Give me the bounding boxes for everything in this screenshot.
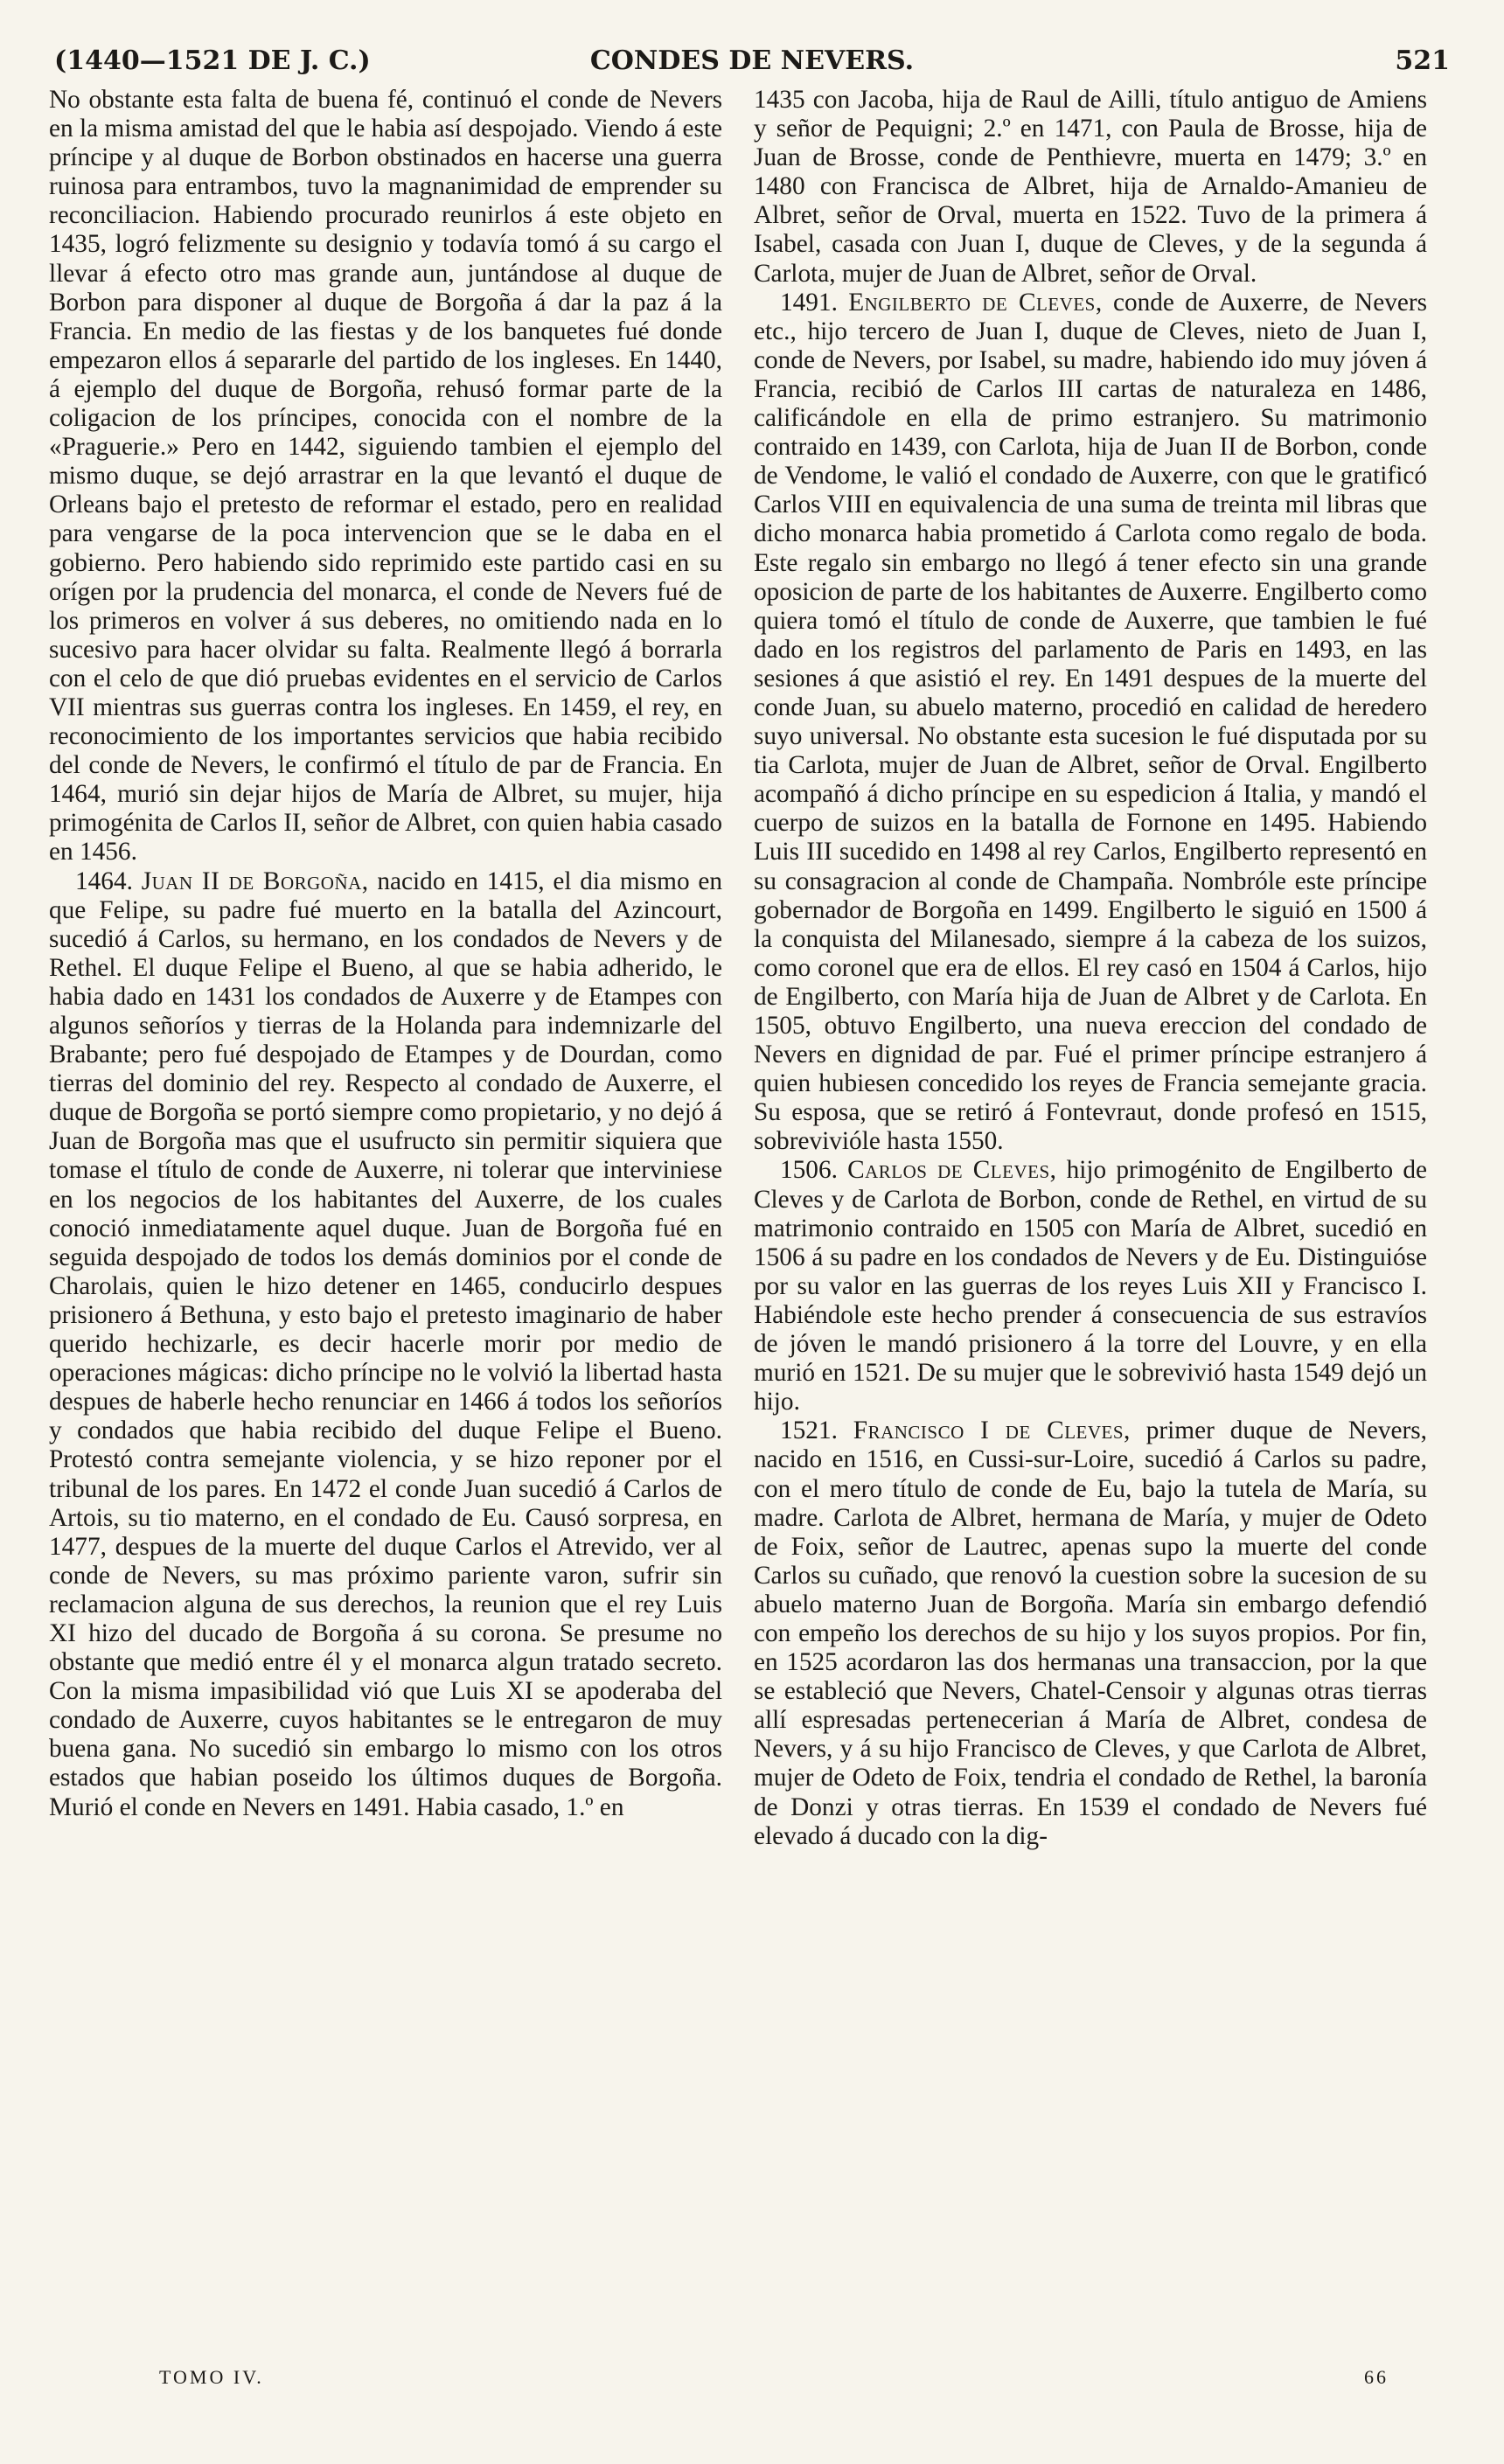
entry-name: Francisco I de Cleves,	[853, 1416, 1131, 1445]
paragraph-continuation: No obstante esta falta de buena fé, continuó el conde de Nevers en la misma amistad del que le habia así despojado. Viendo á este príncipe y al duque de Borbon obstinados en hacerse una guerra ruinosa para entrambos, tuvo la magnanimidad de emprender su reconciliacion. Habiendo procurado reunirlos á este objeto en 1435, logró felizmente su designio y todavía tomó á su cargo el llevar á efecto otro mas grande aun, juntándose al duque de Borbon para disponer al duque de Borgoña á dar la paz á la Francia. En medio de las fiestas y de los banquetes fué donde empezaron ellos á separarle del partido de los ingleses. En 1440, á ejemplo del duque de Borgoña, rehusó formar parte de la coligacion de los príncipes, conocida con el nombre de la «Praguerie.» Pero en 1442, siguiendo tambien el ejemplo del mismo duque, se dejó arrastrar en la que levantó el duque de Orleans bajo el pretesto de reformar el estado, pero en realidad para vengarse de la poca intervencion que se le daba en el gobierno. Pero habiendo sido reprimido este partido casi en su orígen por la prudencia del monarca, el conde de Nevers fué de los primeros en volver á sus deberes, no omitiendo nada en lo sucesivo para hacer olvidar su falta. Realmente llegó á borrarla con el celo de que dió pruebas evidentes en el servicio de Carlos VII mientras sus guerras contra los ingleses. En 1459, el rey, en reconocimiento de los importantes servicios que habia recibido del conde de Nevers, le confirmó el título de par de Francia. En 1464, murió sin dejar hijos de María de Albret, su mujer, hija primogénita de Carlos II, señor de Albret, con quien habia casado en 1456.	[49, 86, 722, 867]
left-column	[49, 86, 722, 2355]
volume-label: TOMO IV.	[159, 2366, 264, 2388]
entry-juan-ii	[49, 867, 722, 1822]
entry-year: 1506.	[780, 1156, 838, 1185]
entry-carlos	[754, 1156, 1427, 1416]
entry-name: Juan II de Borgoña,	[141, 867, 369, 895]
entry-year: 1491.	[780, 288, 838, 317]
page-header	[54, 45, 1450, 89]
right-column	[754, 86, 1427, 2355]
paragraph-continuation: 1435 con Jacoba, hija de Raul de Ailli, título antiguo de Amiens y señor de Pequigni; 2.º en 1471, con Paula de Brosse, hija de Juan de Brosse, conde de Penthievre, muerta en 1479; 3.º en 1480 con Francisca de Albret, hija de Arnaldo-Amanieu de Albret, señor de Orval, muerta en 1522. Tuvo de la primera á Isabel, casada con Juan I, duque de Cleves, y de la segunda á Carlota, mujer de Juan de Albret, señor de Orval.	[754, 86, 1427, 288]
page-number: 521	[1395, 45, 1450, 76]
entry-text: hijo primogénito de Engilberto de Cleves y de Carlota de Borbon, conde de Rethel, en virtud de su matrimonio contraido en 1505 con María de Albret, sucedió en 1506 á su padre en los condados de Nevers y de Eu. Distinguióse por su valor en las guerras de los reyes Luis XII y Francisco I. Habiéndole este hecho prender á consecuencia de sus estravíos de jóven le mandó prisionero á la torre del Louvre, y en ella murió en 1521. De su mujer que le sobrevivió hasta 1549 dejó un hijo.	[754, 1156, 1427, 1416]
entry-text: nacido en 1415, el dia mismo en que Felipe, su padre fué muerto en la batalla del Azincourt, sucedió á Carlos, su hermano, en los condados de Nevers y de Rethel. El duque Felipe el Bueno, al que se habia adherido, le habia dado en 1431 los condados de Auxerre y de Etampes con algunos señoríos y tierras de la Holanda para indemnizarle del Brabante; pero fué despojado de Etampes y de Dourdan, como tierras del dominio del rey. Respecto al condado de Auxerre, el duque de Borgoña se portó siempre como propietario, y no dejó á Juan de Borgoña mas que el usufructo sin permitir siquiera que tomase el título de conde de Auxerre, ni tolerar que interviniese en los negocios de los habitantes del Auxerre, de los cuales conoció inmediatamente aquel duque. Juan de Borgoña fué en seguida despojado de todos los demás dominios por el conde de Charolais, quien le hizo detener en 1465, conducirlo despues prisionero á Bethuna, y esto bajo el pretesto imaginario de haber querido hechizarle, es decir hacerle morir por medio de operaciones mágicas: dicho príncipe no le volvió la libertad hasta despues de haberle hecho renunciar en 1466 á todos los señoríos y condados que habia recibido del duque Felipe el Bueno. Protestó contra semejante violencia, y se hizo reponer por el tribunal de los pares. En 1472 el conde Juan sucedió á Carlos de Artois, su tio materno, en el condado de Eu. Causó sorpresa, en 1477, despues de la muerte del duque Carlos el Atrevido, ver al conde de Nevers, su mas próximo pariente varon, sufrir sin reclamacion alguna de sus derechos, la reunion que el rey Luis XI hizo del ducado de Borgoña á su corona. Se presume no obstante que medió entre él y el monarca algun tratado secreto. Con la misma impasibilidad vió que Luis XI se apoderaba del condado de Auxerre, cuyos habitantes se le entregaron de muy buena gana. No sucedió sin embargo lo mismo con los otros estados que habian poseido los últimos duques de Borgoña. Murió el conde en Nevers en 1491. Habia casado, 1.º en	[49, 867, 722, 1821]
entry-francisco	[754, 1416, 1427, 1850]
entry-name: Engilberto de Cleves,	[848, 288, 1103, 317]
page-footer	[54, 2366, 1450, 2401]
entry-year: 1464.	[75, 867, 133, 895]
entry-engilberto	[754, 289, 1427, 1157]
header-date-range: (1440—1521 DE J. C.)	[54, 45, 371, 76]
entry-name: Carlos de Cleves,	[847, 1156, 1057, 1185]
signature-mark: 66	[1364, 2366, 1389, 2388]
entry-text: primer duque de Nevers, nacido en 1516, en Cussi-sur-Loire, sucedió á Carlos su padre, con el mero título de conde de Eu, bajo la tutela de María, su madre. Carlota de Albret, hermana de María, y mujer de Odeto de Foix, señor de Lautrec, apenas supo la muerte del conde Carlos su cuñado, que renovó la cuestion sobre la sucesion de su abuelo materno Juan de Borgoña. María sin embargo defendió con empeño los derechos de su hijo y los suyos propios. Por fin, en 1525 acordaron las dos hermanas una transaccion, por la que se estableció que Nevers, Chatel-Censoir y algunas otras tierras allí espresadas pertenecerian á María de Albret, condesa de Nevers, y á su hijo Francisco de Cleves, y que Carlota de Albret, mujer de Odeto de Foix, tendria el condado de Rethel, la baronía de Donzi y otras tierras. En 1539 el condado de Nevers fué elevado á ducado con la dig-	[754, 1416, 1427, 1850]
entry-text: conde de Auxerre, de Nevers etc., hijo tercero de Juan I, duque de Cleves, nieto de Juan I, conde de Nevers, por Isabel, su madre, habiendo ido muy jóven á Francia, recibió de Carlos III cartas de naturaleza en 1486, calificándole en ella de primo estranjero. Su matrimonio contraido en 1439, con Carlota, hija de Juan II de Borbon, conde de Vendome, le valió el condado de Auxerre, con que le gratificó Carlos VIII en equivalencia de una suma de treinta mil libras que dicho monarca habia prometido á Carlota como regalo de boda. Este regalo sin embargo no llegó á tener efecto sin una grande oposicion de parte de los habitantes de Auxerre. Engilberto como quiera tomó el título de conde de Auxerre, que tambien le fué dado en los registros del parlamento de Paris en 1493, en las sesiones á que asistió el rey. En 1491 despues de la muerte del conde Juan, su abuelo materno, procedió en calidad de heredero suyo universal. No obstante esta sucesion le fué disputada por su tia Carlota, mujer de Juan de Albret, señor de Orval. Engilberto acompañó á dicho príncipe en su espedicion á Italia, y mandó el cuerpo de suizos en la batalla de Fornone en 1495. Habiendo Luis III sucedido en 1498 al rey Carlos, Engilberto representó en su consagracion al conde de Champaña. Nombróle este príncipe gobernador de Borgoña en 1499. Engilberto le siguió en 1500 á la conquista del Milanesado, siempre á la cabeza de los suizos, como coronel que era de ellos. El rey casó en 1504 á Carlos, hijo de Engilberto, con María hija de Juan de Albret y de Carlota. En 1505, obtuvo Engilberto, una nueva ereccion del condado de Nevers en dignidad de par. Fué el primer príncipe estranjero á quien hubiesen concedido los reyes de Francia semejante gracia. Su esposa, que se retiró á Fontevraut, donde profesó en 1515, sobrevivióle hasta 1550.	[754, 288, 1427, 1156]
entry-year: 1521.	[780, 1416, 838, 1445]
header-title: CONDES DE NEVERS.	[589, 45, 915, 76]
